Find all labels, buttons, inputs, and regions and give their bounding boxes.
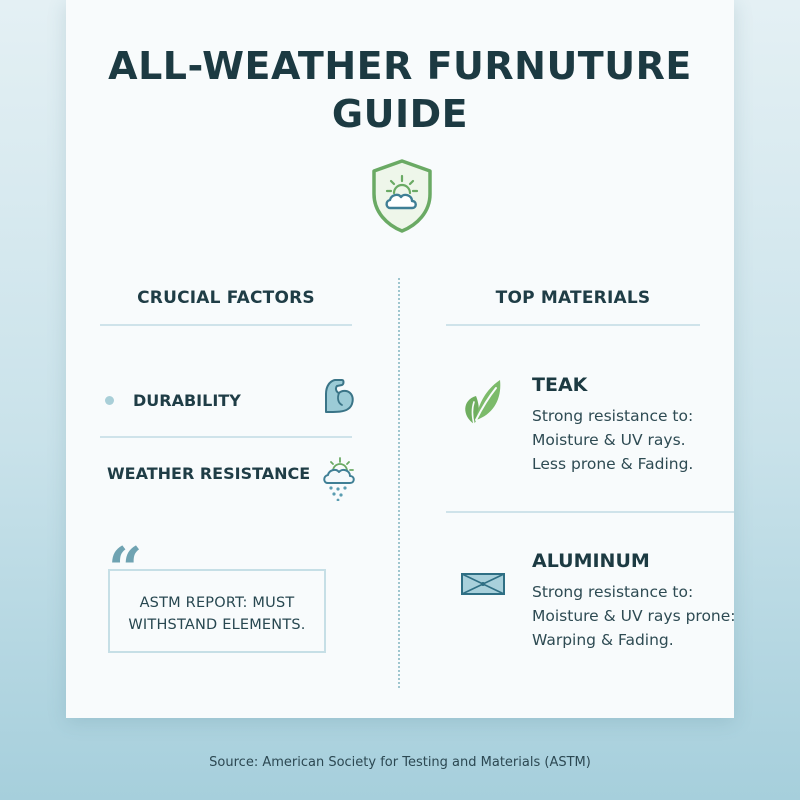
sun-cloud-rain-icon [320, 455, 356, 501]
material-teak-description [532, 404, 693, 476]
material-teak-name: TEAK [532, 374, 588, 396]
material-aluminum-description [532, 580, 736, 652]
leaf-icon [454, 376, 504, 428]
material-divider [446, 511, 734, 513]
page-title [66, 42, 734, 138]
factor-divider [100, 436, 352, 438]
teak-line-3: Less prone & Fading. [532, 455, 694, 473]
quote-mark-icon: “ [108, 535, 143, 605]
guide-card [66, 0, 734, 718]
title-line-2: GUIDE [331, 92, 469, 136]
quote-line-2: WITHSTAND ELEMENTS. [128, 617, 306, 633]
bullet-dot [105, 396, 114, 405]
source-citation: Source: American Society for Testing and Materials (ASTM) [209, 755, 591, 770]
teak-line-1: Strong resistance to: [532, 407, 694, 425]
aluminum-line-2: Moisture & UV rays prone: [532, 607, 736, 625]
factor-durability: DURABILITY [133, 391, 241, 410]
aluminum-bar-icon [460, 571, 506, 597]
flexed-arm-icon [320, 376, 356, 416]
top-materials-heading: TOP MATERIALS [495, 288, 651, 308]
teak-line-2: Moisture & UV rays. [532, 431, 686, 449]
column-divider [398, 278, 400, 688]
crucial-factors-heading: CRUCIAL FACTORS [137, 288, 315, 308]
quote-line-1: ASTM REPORT: MUST [139, 595, 295, 611]
factor-weather-resistance: WEATHER RESISTANCE [107, 464, 311, 483]
right-heading-rule [446, 324, 700, 326]
shield-sun-cloud-icon [370, 158, 434, 234]
aluminum-line-3: Warping & Fading. [532, 631, 674, 649]
title-line-1: ALL-WEATHER FURNUTURE [108, 44, 692, 88]
left-heading-rule [100, 324, 352, 326]
aluminum-line-1: Strong resistance to: [532, 583, 694, 601]
material-aluminum-name: ALUMINUM [532, 550, 650, 572]
